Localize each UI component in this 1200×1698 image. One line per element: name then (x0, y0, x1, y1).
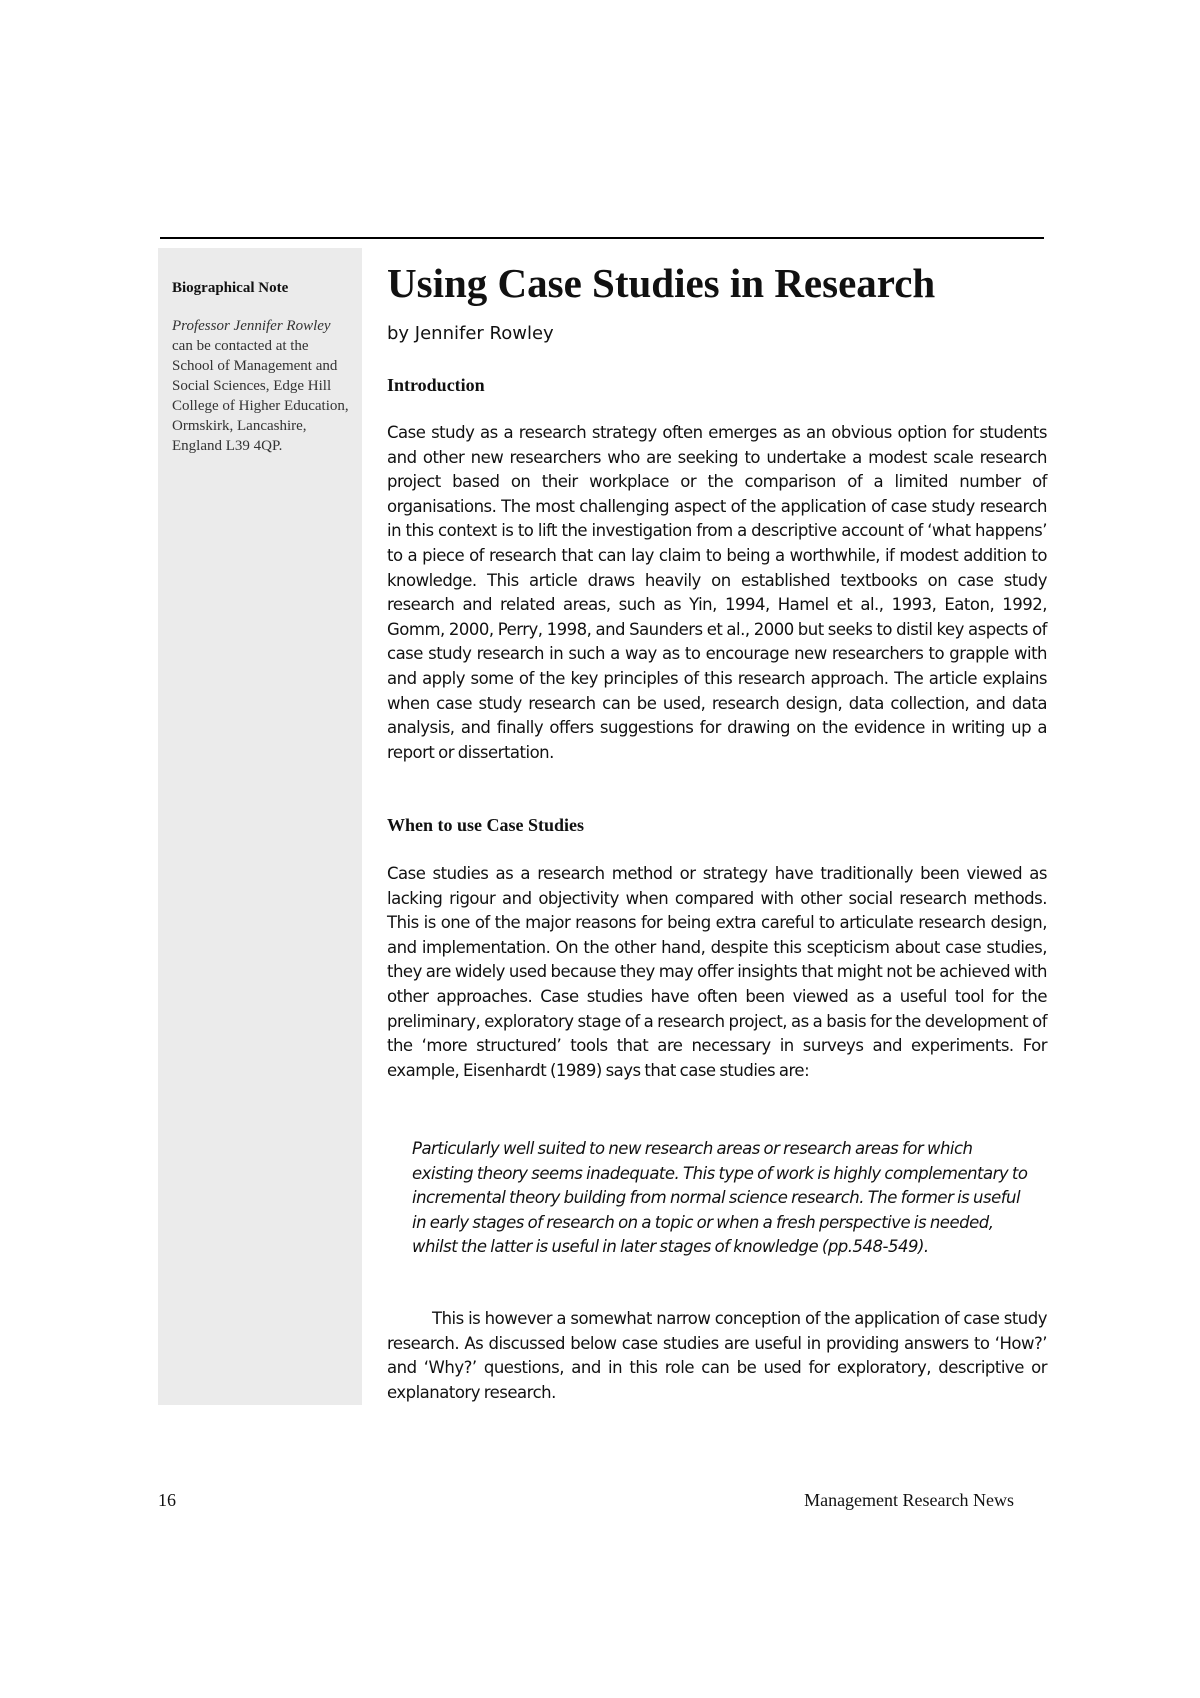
after-quote-paragraph: This is however a somewhat narrow conception of the application of case study research. As discussed below case studies are useful in providing answers to ‘How?’ and ‘Why?’ questions, and in this role can be used for exploratory, descriptive or explanatory research. (387, 1309, 1047, 1402)
bio-author-name: Professor Jennifer Rowley (172, 318, 331, 334)
eisenhardt-quote: Particularly well suited to new research areas or research areas for which existing theory seems inadequate. This type of work is highly complementary to incremental theory building from normal science research. The former is useful in early stages of research on a topic or when a fresh perspective is needed, whilst the latter is useful in later stages of knowledge (pp.548-549). (412, 1139, 1028, 1257)
bio-contact: can be contacted at the School of Management and Social Sciences, Edge Hill College of Higher Education, Ormskirk, Lancashire, England L39 4QP. (172, 338, 349, 454)
bio-text (172, 316, 352, 456)
when-to-use-heading: When to use Case Studies (387, 815, 585, 835)
introduction-paragraph: Case study as a research strategy often emerges as an obvious option for students and other new researchers who are seeking to undertake a modest scale research project based on their workplace or the comparison of a limited number of organisations. The most challenging aspect of the application of case study research in this context is to lift the investigation from a descriptive account of ‘what happens’ to a piece of research that can lay claim to being a worthwhile, if modest addition to knowledge. This article draws heavily on established textbooks on case study research and related areas, such as Yin, 1994, Hamel et al., 1993, Eaton, 1992, Gomm, 2000, Perry, 1998, and Saunders et al., 2000 but seeks to distil key aspects of case study research in such a way as to encourage new researchers to grapple with and apply some of the key principles of this research approach. The article explains when case study research can be used, research design, data collection, and data analysis, and finally offers suggestions for drawing on the evidence in writing up a report or dissertation. (387, 423, 1047, 762)
journal-name: Management Research News (804, 1490, 1014, 1510)
bio-heading: Biographical Note (172, 280, 289, 296)
header-rule (160, 237, 1044, 239)
byline: by Jennifer Rowley (387, 323, 554, 344)
page-number: 16 (158, 1490, 176, 1510)
article-title: Using Case Studies in Research (387, 260, 936, 306)
introduction-heading: Introduction (387, 375, 485, 395)
when-to-use-paragraph: Case studies as a research method or strategy have traditionally been viewed as lacking rigour and objectivity when compared with other social research methods. This is one of the major reasons for being extra careful to articulate research design, and implementation. On the other hand, despite this scepticism about case studies, they are widely used because they may offer insights that might not be achieved with other approaches. Case studies have often been viewed as a useful tool for the preliminary, exploratory stage of a research project, as a basis for the development of the ‘more structured’ tools that are necessary in surveys and experiments. For example, Eisenhardt (1989) says that case studies are: (387, 864, 1047, 1080)
